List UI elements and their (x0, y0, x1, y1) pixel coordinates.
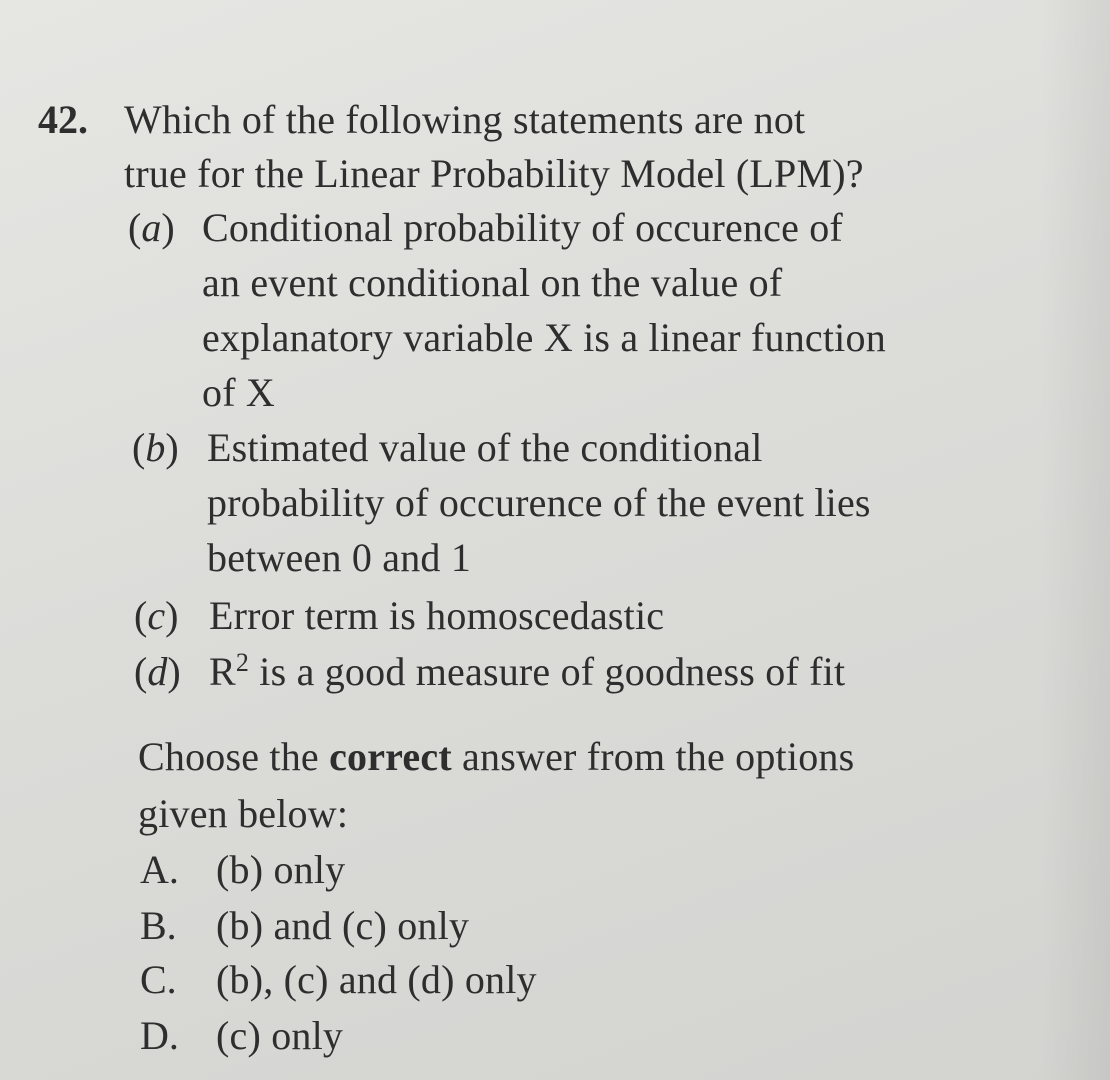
statement-a-line-2: an event conditional on the value of (202, 260, 783, 305)
statement-c-line-1: Error term is homoscedastic (209, 593, 665, 638)
statement-b-line-3: between 0 and 1 (207, 535, 472, 580)
statement-c-label: (c) (134, 593, 179, 638)
statement-b-label: (b) (132, 425, 179, 470)
statement-b-line-1: Estimated value of the conditional (207, 425, 763, 470)
instruction-bold-word: correct (329, 734, 452, 779)
option-d-letter: D. (140, 1013, 179, 1058)
statement-a-line-3: explanatory variable X is a linear function (202, 315, 886, 360)
option-a-text[interactable]: (b) only (216, 847, 346, 892)
question-number: 42. (38, 97, 88, 142)
question-stem-line-1: Which of the following statements are not (124, 97, 806, 142)
statement-d-text: is a good measure of goodness of fit (249, 649, 846, 694)
statement-a-line-1: Conditional probability of occurence of (202, 205, 843, 250)
statement-a-label: (a) (128, 205, 175, 250)
option-c-letter: C. (140, 957, 177, 1002)
option-c-text[interactable]: (b), (c) and (d) only (216, 957, 537, 1002)
statement-d-r: R (209, 649, 236, 694)
statement-a-line-4: of X (202, 370, 276, 415)
option-b-text[interactable]: (b) and (c) only (216, 903, 470, 948)
statement-d-superscript: 2 (235, 648, 250, 677)
instruction-line-2: given below: (138, 791, 349, 836)
statement-d-line-1 (209, 648, 845, 696)
statement-d-label: (d) (134, 649, 181, 694)
question-stem-line-2: true for the Linear Probability Model (LPM)? (124, 151, 864, 196)
option-a-letter: A. (140, 847, 179, 892)
statement-b-line-2: probability of occurence of the event lies (207, 480, 871, 525)
instruction-line-1: Choose the correct answer from the options (138, 734, 855, 779)
option-b-letter: B. (140, 903, 177, 948)
option-d-text[interactable]: (c) only (216, 1013, 344, 1058)
